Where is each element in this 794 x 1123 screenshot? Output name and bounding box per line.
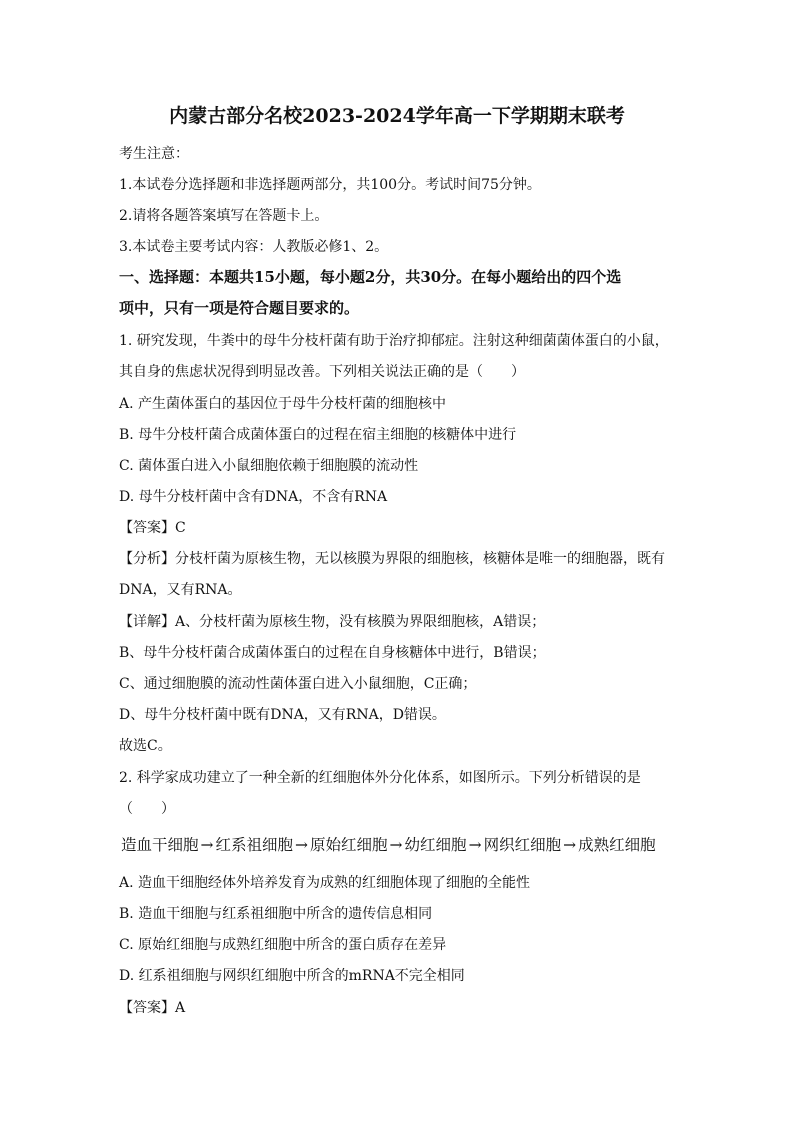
- section-heading-line-1: 一、选择题：本题共15小题，每小题2分，共30分。在每小题给出的四个选: [119, 268, 622, 286]
- chain-step-4: 幼红细胞: [404, 836, 467, 854]
- q2-option-b: B. 造血干细胞与红系祖细胞中所含的遗传信息相同: [119, 906, 433, 922]
- q1-option-d: D. 母牛分枝杆菌中含有DNA，不含有RNA: [119, 489, 388, 505]
- q2-option-a: A. 造血干细胞经体外培养发育为成熟的红细胞体现了细胞的全能性: [119, 875, 531, 891]
- page-title: 内蒙古部分名校2023-2024学年高一下学期期末联考: [169, 105, 625, 127]
- q1-detail-line-1: 【详解】A、分枝杆菌为原核生物，没有核膜为界限细胞核，A错误；: [119, 614, 546, 630]
- q1-conclusion: 故选C。: [119, 738, 172, 754]
- q2-stem-line-2: （ ）: [119, 801, 175, 817]
- chain-arrow: →: [563, 836, 577, 854]
- q1-option-c: C. 菌体蛋白进入小鼠细胞依赖于细胞膜的流动性: [119, 458, 419, 474]
- notice-item-1: 1.本试卷分选择题和非选择题两部分，共100分。考试时间75分钟。: [119, 177, 541, 193]
- chain-step-2: 红系祖细胞: [215, 836, 294, 854]
- chain-arrow: →: [295, 836, 309, 854]
- q1-stem-line-1: 1. 研究发现，牛粪中的母牛分枝杆菌有助于治疗抑郁症。注射这种细菌菌体蛋白的小鼠，: [119, 333, 669, 349]
- section-heading-line-2: 项中，只有一项是符合题目要求的。: [119, 299, 360, 317]
- cell-differentiation-chain: [121, 834, 656, 856]
- q1-stem-line-2: 其自身的焦虑状况得到明显改善。下列相关说法正确的是（ ）: [119, 364, 525, 380]
- chain-step-6: 成熟红细胞: [578, 836, 656, 854]
- q1-answer: 【答案】C: [119, 520, 186, 536]
- chain-arrow: →: [200, 836, 214, 854]
- chain-arrow: →: [389, 836, 403, 854]
- q2-option-d: D. 红系祖细胞与网织红细胞中所含的mRNA不完全相同: [119, 968, 465, 984]
- notice-heading: 考生注意：: [119, 146, 189, 162]
- chain-arrow: →: [468, 836, 482, 854]
- notice-item-2: 2.请将各题答案填写在答题卡上。: [119, 208, 329, 224]
- q2-option-c: C. 原始红细胞与成熟红细胞中所含的蛋白质存在差异: [119, 937, 447, 953]
- q2-answer: 【答案】A: [119, 1000, 186, 1016]
- q1-analysis-line-2: DNA，又有RNA。: [119, 582, 242, 598]
- chain-step-1: 造血干细胞: [121, 836, 199, 854]
- q1-option-a: A. 产生菌体蛋白的基因位于母牛分枝杆菌的细胞核中: [119, 396, 447, 412]
- chain-step-5: 网织红细胞: [483, 836, 562, 854]
- q1-detail-line-2: B、母牛分枝杆菌合成菌体蛋白的过程在自身核糖体中进行，B错误；: [119, 645, 546, 661]
- q1-analysis-line-1: 【分析】分枝杆菌为原核生物，无以核膜为界限的细胞核，核糖体是唯一的细胞器，既有: [119, 551, 665, 567]
- q2-stem-line-1: 2. 科学家成功建立了一种全新的红细胞体外分化体系，如图所示。下列分析错误的是: [119, 770, 641, 786]
- q1-option-b: B. 母牛分枝杆菌合成菌体蛋白的过程在宿主细胞的核糖体中进行: [119, 427, 517, 443]
- q1-detail-line-3: C、通过细胞膜的流动性菌体蛋白进入小鼠细胞，C正确；: [119, 676, 477, 692]
- chain-step-3: 原始红细胞: [310, 836, 388, 854]
- notice-item-3: 3.本试卷主要考试内容：人教版必修1、2。: [119, 239, 389, 255]
- q1-detail-line-4: D、母牛分枝杆菌中既有DNA，又有RNA，D错误。: [119, 707, 446, 723]
